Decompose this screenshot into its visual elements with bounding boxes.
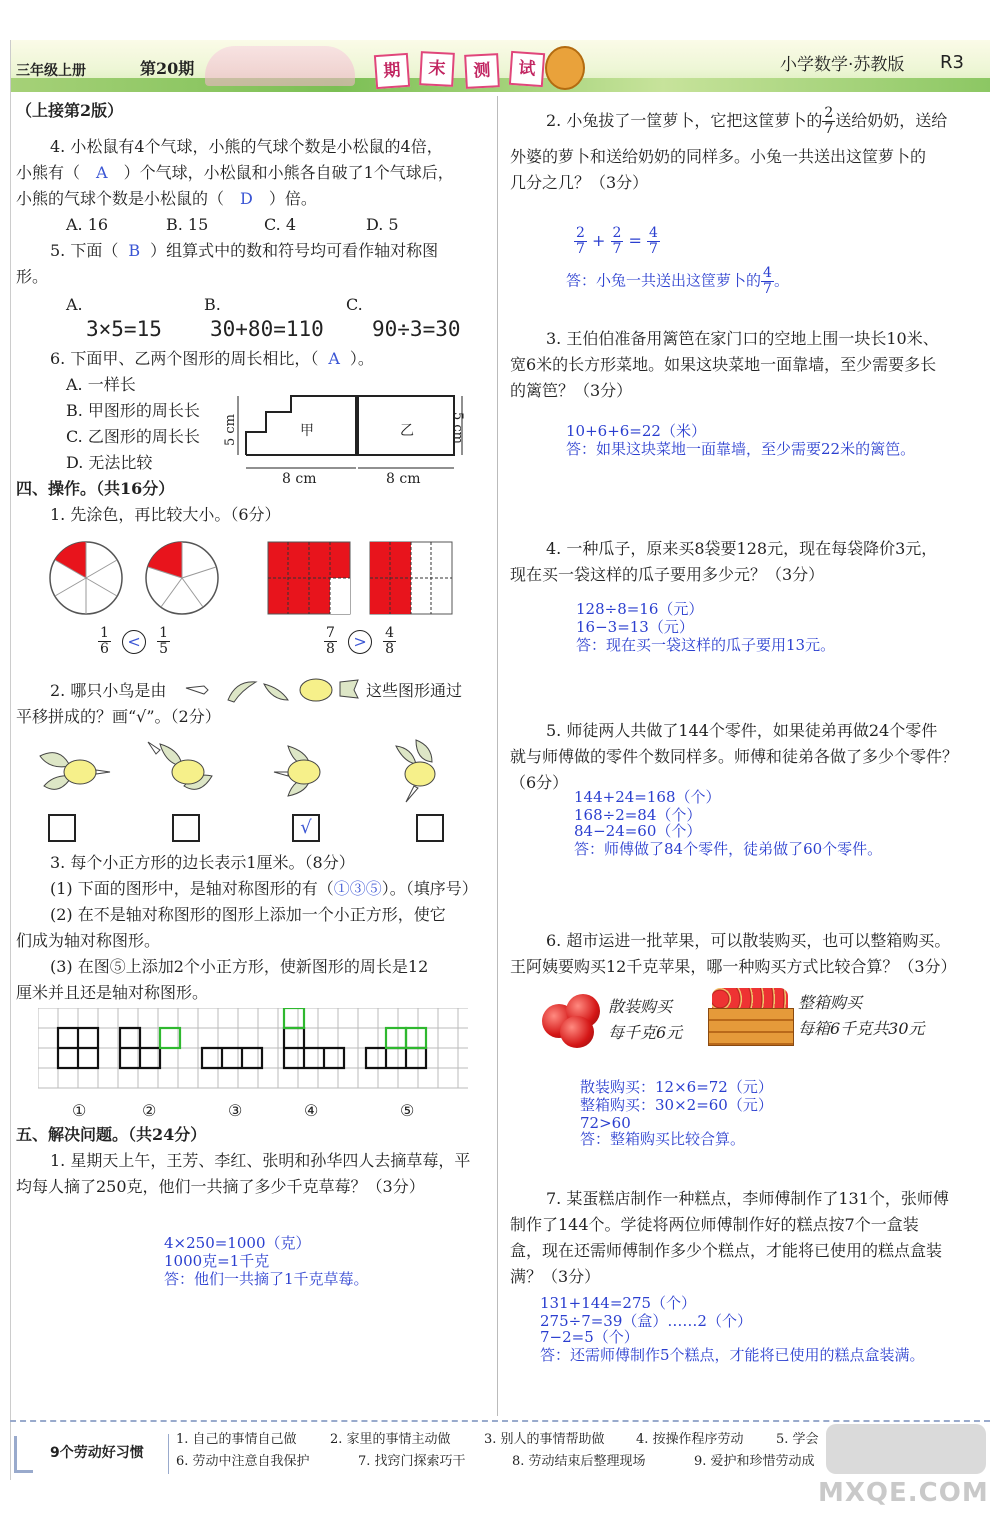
r-q3-answer-2: 答：如果这块菜地一面靠墙，至少需要22米的篱笆。 xyxy=(566,440,916,458)
r-q2-line3: 几分之几？（3分） xyxy=(510,173,649,192)
q4-line1: 4. 小松鼠有4个气球，小熊的气球个数是小松鼠的4倍， xyxy=(50,137,443,156)
s5-q1-line1: 1. 星期天上午，王芳、李红、张明和孙华四人去摘草莓，平 xyxy=(50,1151,471,1170)
grid-label-1: ① xyxy=(72,1101,87,1120)
grid-added-square-5b xyxy=(406,1028,426,1048)
footer-title: 9个劳动好习惯 xyxy=(50,1445,144,1461)
s4-q2-line2: 平移拼成的？画“√”。（2分） xyxy=(16,707,221,726)
footer-habit-2: 2. 家里的事情主动做 xyxy=(330,1432,451,1447)
r-q3-line1: 3. 王伯伯准备用篱笆在家门口的空地上围一块长10米、 xyxy=(546,329,939,348)
figure-yi-width: 8 cm xyxy=(386,471,421,487)
grid-figure-3 xyxy=(202,1048,262,1068)
q4-option-a: A. 16 xyxy=(66,215,109,234)
wing-piece-1 xyxy=(228,682,256,702)
r-q5-line1: 5. 师徒两人共做了144个零件，如果徒弟再做24个零件 xyxy=(546,721,938,740)
s5-q1-answer-2: 1000克=1千克 xyxy=(164,1252,270,1270)
r-q4-line1: 4. 一种瓜子，原来买8袋要128元，现在每袋降价3元， xyxy=(546,539,938,558)
r-q7-answer-4: 答：还需师傅制作5个糕点，才能将已使用的糕点盒装满。 xyxy=(540,1346,925,1364)
bird-2 xyxy=(148,742,212,789)
s5-q1-answer-3: 答：他们一共摘了1千克草莓。 xyxy=(164,1270,369,1288)
figure-jia-height: 5 cm xyxy=(223,413,238,446)
footer-habit-8: 8. 劳动结束后整理现场 xyxy=(512,1454,646,1469)
q4-line2: 小熊有（ A ）个气球，小松鼠和小熊各自破了1个气球后， xyxy=(16,163,454,182)
grid-added-square-2 xyxy=(160,1028,180,1048)
footer-habit-1: 1. 自己的事情自己做 xyxy=(176,1432,297,1447)
q5-expr-c: 90÷3=30 xyxy=(372,317,461,341)
section5-title: 五、解决问题。（共24分） xyxy=(16,1125,207,1144)
bird-4-checkbox[interactable] xyxy=(416,814,444,842)
grid-added-square-5a xyxy=(386,1028,406,1048)
grid-added-square-4 xyxy=(284,1008,304,1028)
footer-habit-4: 4. 按操作程序劳动 xyxy=(636,1432,744,1447)
bird-3 xyxy=(274,746,320,796)
footer-habit-7: 7. 找窍门探索巧干 xyxy=(358,1454,466,1469)
footer-habit-3: 3. 别人的事情帮助做 xyxy=(484,1432,605,1447)
r-q3-line2: 宽6米的长方形菜地。如果这块菜地一面靠墙，至少需要多长 xyxy=(510,355,937,374)
q6-option-d: D. 无法比较 xyxy=(66,453,153,472)
s4-q3-line3: (2) 在不是轴对称图形的图形上添加一个小正方形，使它 xyxy=(50,905,446,924)
r-q7-line2: 制作了144个。学徒将两位师傅制作好的糕点按7个一盒装 xyxy=(510,1215,919,1234)
r-q6-answer-3: 72>60 xyxy=(580,1114,631,1132)
q5-line2: 形。 xyxy=(16,267,49,286)
r-q7-line4: 满？（3分） xyxy=(510,1267,601,1286)
box-buy-title: 整箱购买 xyxy=(798,993,863,1012)
badge-qi: 期 xyxy=(374,53,410,89)
loose-buy-title: 散装购买 xyxy=(608,997,673,1016)
r-q2-answer: 答：小兔一共送出这筐萝卜的 $\frac{4}{7}$ 。 xyxy=(566,265,789,297)
page-label: R3 xyxy=(940,52,964,73)
q4-option-c: C. 4 xyxy=(264,215,297,234)
tail-piece xyxy=(340,680,358,698)
q5-label-b: B. xyxy=(204,295,221,314)
s4-q1-figures xyxy=(46,538,486,618)
section4-title: 四、操作。（共16分） xyxy=(16,479,175,498)
q5-line1: 5. 下面（ B ）组算式中的数和符号均可看作轴对称图 xyxy=(50,241,439,260)
footer-habit-9: 9. 爱护和珍惜劳动成 xyxy=(694,1454,815,1469)
body-piece xyxy=(300,679,332,701)
r-q7-line3: 盒，现在还需师傅制作多少个糕点，才能将已使用的糕点盒装 xyxy=(510,1241,943,1260)
column-divider xyxy=(497,96,498,1416)
r-q5-answer-4: 答：师傅做了84个零件，徒弟做了60个零件。 xyxy=(574,840,883,858)
r-q3-line3: 的篱笆？（3分） xyxy=(510,381,633,400)
footer-corner-icon xyxy=(14,1436,33,1473)
footer-habit-5: 5. 学会 xyxy=(776,1432,819,1447)
footer-divider xyxy=(168,1434,169,1474)
q5-expr-a: 3×5=15 xyxy=(86,317,162,341)
q6-option-a: A. 一样长 xyxy=(66,375,136,394)
r-q2-equation: $\frac{2}{7}$ + $\frac{2}{7}$ = $\frac{4}{7}$ xyxy=(576,225,658,257)
q4-answer1: A xyxy=(96,163,108,182)
loose-buy-price: 每千克6元 xyxy=(608,1023,683,1042)
figure-jia-width: 8 cm xyxy=(282,471,317,487)
s4-q3-line2: (1) 下面的图形中，是轴对称图形的有（①③⑤）。（填序号） xyxy=(50,879,478,898)
r-q6-line2: 王阿姨要购买12千克苹果，哪一种购买方式比较合算？（3分） xyxy=(510,957,957,976)
q6-option-c: C. 乙图形的周长长 xyxy=(66,427,200,446)
r-q4-answer-2: 16−3=13（元） xyxy=(576,618,694,636)
q6-option-b: B. 甲图形的周长长 xyxy=(66,401,200,420)
grid-label-5: ⑤ xyxy=(400,1101,415,1120)
r-q4-answer-3: 答：现在买一袋这样的瓜子要用13元。 xyxy=(576,636,836,654)
q4-option-b: B. 15 xyxy=(166,215,209,234)
r-q6-answer-1: 散装购买：12×6=72（元） xyxy=(580,1078,773,1096)
wing-piece-2 xyxy=(264,684,288,700)
grid-label-2: ② xyxy=(142,1101,157,1120)
s5-q1-answer-1: 4×250=1000（克） xyxy=(164,1234,311,1252)
continued-label: （上接第2版） xyxy=(16,101,124,120)
apple-crate-image xyxy=(708,988,792,1044)
compare-2: $\frac{7}{8}$ > $\frac{4}{8}$ xyxy=(326,625,395,657)
q4-line3: 小熊的气球个数是小松鼠的（ D ）倍。 xyxy=(16,189,317,208)
compare-2-symbol: > xyxy=(348,630,372,654)
figure-yi-height: 5 cm xyxy=(450,412,465,445)
r-q6-answer-4: 答：整箱购买比较合算。 xyxy=(580,1130,746,1148)
q4-answer2: D xyxy=(240,189,253,208)
r-q5-line3: （6分） xyxy=(510,773,569,792)
s4-q2-line1b: 这些图形通过 xyxy=(366,681,463,700)
footer-habit-6: 6. 劳动中注意自我保护 xyxy=(176,1454,310,1469)
watermark-text: MXQE.COM xyxy=(818,1478,989,1508)
r-q2-line2: 外婆的萝卜和送给奶奶的同样多。小兔一共送出这筐萝卜的 xyxy=(510,147,927,166)
bird-4 xyxy=(396,740,435,802)
q6-answer: A xyxy=(328,349,340,368)
badge-mo: 末 xyxy=(419,51,455,87)
r-q4-answer-1: 128÷8=16（元） xyxy=(576,600,704,618)
compare-1-symbol: < xyxy=(122,630,146,654)
bird-options xyxy=(30,736,470,816)
r-q5-answer-1: 144+24=168（个） xyxy=(574,788,721,806)
box-buy-price: 每箱6千克共30元 xyxy=(798,1019,925,1038)
q6-line1: 6. 下面甲、乙两个图形的周长相比，（ A ）。 xyxy=(50,349,374,368)
bird-1 xyxy=(40,753,110,790)
s4-q3-line1: 3. 每个小正方形的边长表示1厘米。（8分） xyxy=(50,853,355,872)
square-eighths-blank xyxy=(330,578,350,614)
grid-label-4: ④ xyxy=(304,1101,319,1120)
r-q7-answer-3: 7−2=5（个） xyxy=(540,1328,639,1346)
issue-label: 第20期 xyxy=(140,59,195,78)
r-q6-answer-2: 整箱购买：30×2=60（元） xyxy=(580,1096,773,1114)
r-q7-line1: 7. 某蛋糕店制作一种糕点，李师傅制作了131个，张师傅 xyxy=(546,1189,949,1208)
lion-mascot-icon xyxy=(545,46,585,90)
bird-2-checkbox[interactable] xyxy=(172,814,200,842)
r-q2-line1: 2. 小兔拔了一筐萝卜，它把这筐萝卜的 $\frac{2}{7}$ 送给奶奶，送给 xyxy=(546,105,948,137)
s4-q3-line6: 厘米并且还是轴对称图形。 xyxy=(16,983,209,1002)
subject-label: 小学数学·苏教版 xyxy=(780,55,905,75)
r-q5-answer-2: 168÷2=84（个） xyxy=(574,806,702,824)
r-q6-line1: 6. 超市运进一批苹果，可以散装购买，也可以整箱购买。 xyxy=(546,931,951,950)
beak-piece xyxy=(186,686,208,694)
grid-figure-5 xyxy=(366,1048,426,1068)
castle-illustration xyxy=(205,46,355,86)
apples-image xyxy=(540,994,602,1048)
s4-q3-line5: (3) 在图⑤上添加2个小正方形，使新图形的周长是12 xyxy=(50,957,429,976)
shape-pieces-icons xyxy=(184,676,364,704)
bird-1-checkbox[interactable] xyxy=(48,814,76,842)
grid-label-3: ③ xyxy=(228,1101,243,1120)
r-q4-line2: 现在买一袋这样的瓜子要用多少元？（3分） xyxy=(510,565,825,584)
r-q3-answer-1: 10+6+6=22（米） xyxy=(566,422,706,440)
badge-shi: 试 xyxy=(509,51,545,87)
s4-q1: 1. 先涂色，再比较大小。（6分） xyxy=(50,505,281,524)
figure-jia-label: 甲 xyxy=(300,423,314,439)
square-grid xyxy=(38,1008,470,1092)
r-q7-answer-1: 131+144=275（个） xyxy=(540,1294,697,1312)
bird-3-checkbox[interactable]: √ xyxy=(292,814,320,842)
q5-label-c: C. xyxy=(346,295,363,314)
r-q5-line2: 就与师傅做的零件个数同样多。师傅和徒弟各做了多少个零件？ xyxy=(510,747,959,766)
page-left-border xyxy=(10,40,11,1480)
r-q7-answer-2: 275÷7=39（盒）……2（个） xyxy=(540,1312,752,1330)
s4-q2-line1: 2. 哪只小鸟是由 xyxy=(50,681,167,700)
q4-option-d: D. 5 xyxy=(366,215,399,234)
s5-q1-line2: 均每人摘了250克，他们一共摘了多少千克草莓？（3分） xyxy=(16,1177,425,1196)
figure-yi-label: 乙 xyxy=(400,423,414,439)
r-q5-answer-3: 84−24=60（个） xyxy=(574,822,702,840)
watermark-logo xyxy=(826,1424,986,1474)
q5-expr-b: 30+80=110 xyxy=(210,317,324,341)
compare-1: $\frac{1}{6}$ < $\frac{1}{5}$ xyxy=(100,625,169,657)
grade-label: 三年级上册 xyxy=(16,63,86,79)
q5-label-a: A. xyxy=(66,295,83,314)
s4-q3-line4: 们成为轴对称图形。 xyxy=(16,931,161,950)
badge-ce: 测 xyxy=(464,53,500,89)
s4-q3-answer: ①③⑤ xyxy=(333,879,382,898)
q5-answer: B xyxy=(128,241,141,260)
